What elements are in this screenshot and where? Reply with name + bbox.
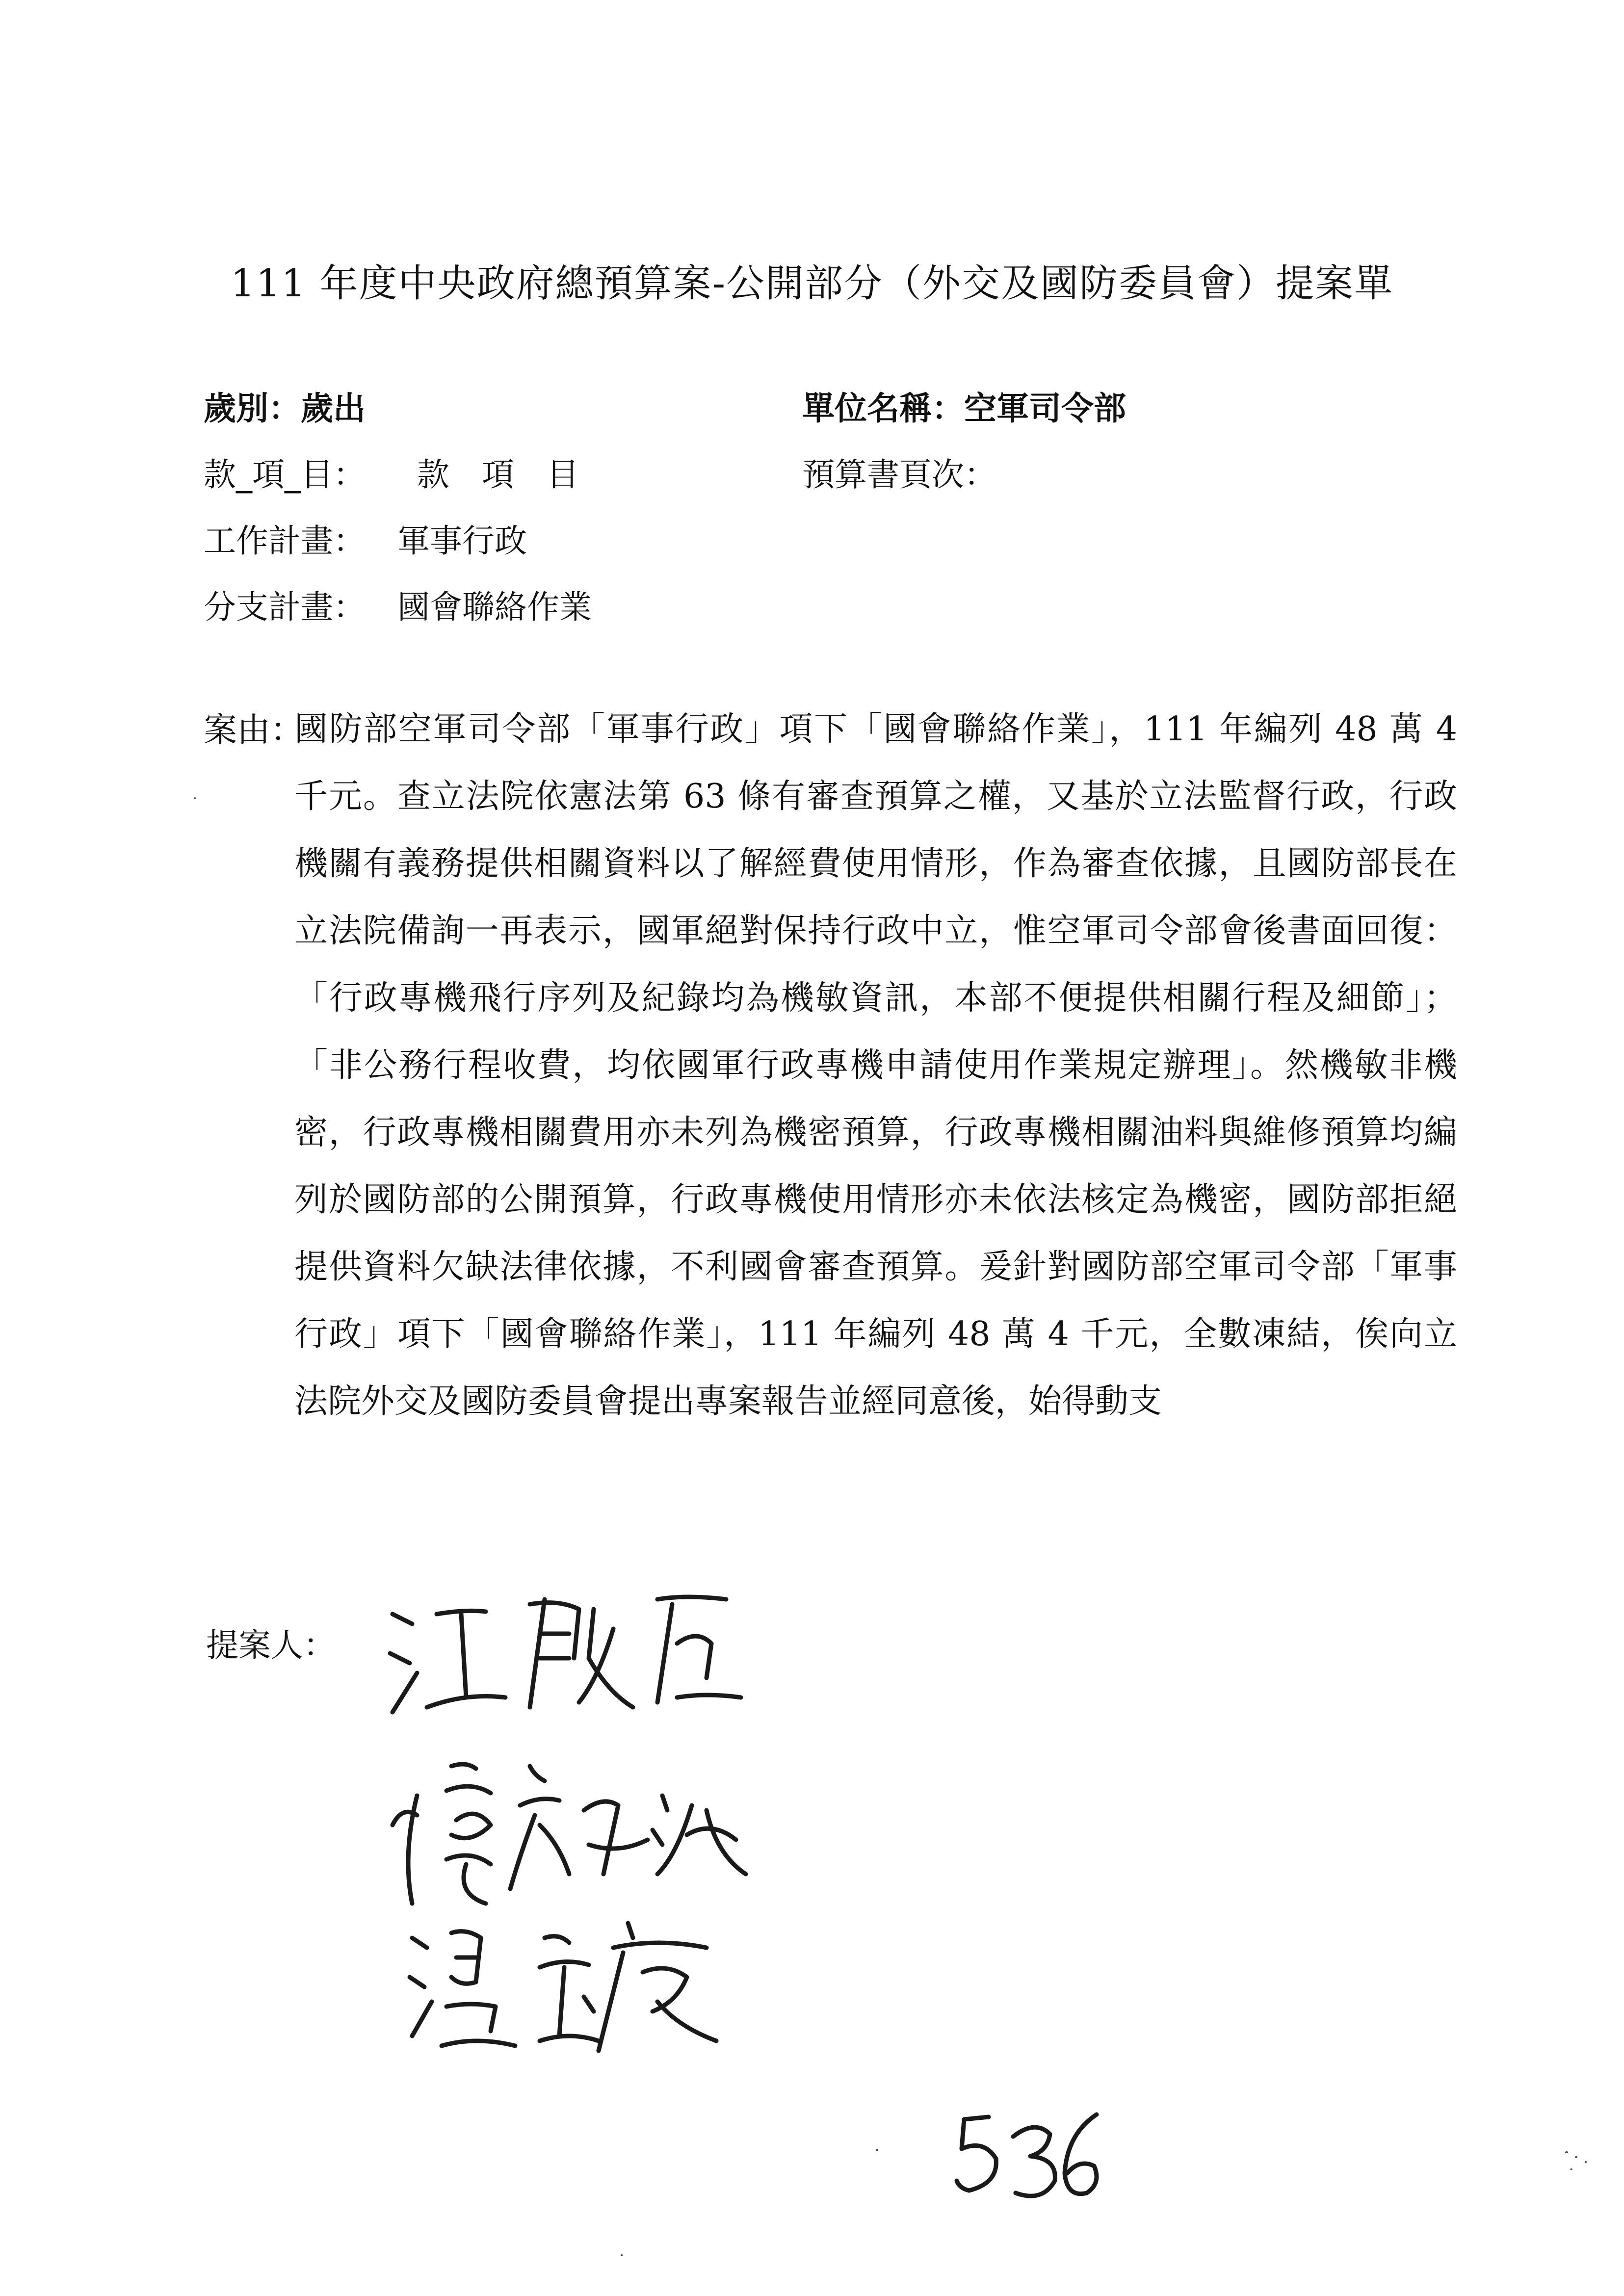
unit-value: 空軍司令部 — [964, 390, 1126, 427]
subplan-label: 分支計畫： — [204, 588, 366, 626]
reason-text: 國防部空軍司令部「軍事行政」項下「國會聯絡作業」，111 年編列 48 萬 4 千元。查立法院依憲法第 63 條有審查預算之權，又基於立法監督行政，行政機關有義務提供相關資料以了解經費使用情形，作為審查依據，且國防部長在立法院備詢一再表示，國軍絕對保持行政中立，惟空軍司令部會後書面回復：「行政專機飛行序列及紀錄均為機敏資訊，本部不便提供相關行程及細節」；「非公務行程收費，均依國軍行政專機申請使用作業規定辦理」。然機敏非機密，行政專機相關費用亦未列為機密預算，行政專機相關油料與維修預算均編列於國防部的公開預算，行政專機使用情形亦未依法核定為機密，國防部拒絕提供資料欠缺法律依據，不利國會審查預算。爰針對國防部空軍司令部「軍事行政」項下「國會聯絡作業」，111 年編列 48 萬 4 千元，全數凍結，俟向立法院外交及國防委員會提出專案報告並經同意後，始得動支 — [294, 710, 1457, 1421]
scan-speck — [1575, 2156, 1577, 2158]
scan-speck — [876, 2149, 878, 2151]
scan-speck — [1565, 2151, 1568, 2153]
unit-field — [802, 392, 1126, 425]
signature-1 — [383, 1570, 756, 1717]
signature-3 — [402, 1904, 756, 2065]
category-label: 歲別： — [204, 390, 301, 427]
scan-speck — [621, 2254, 623, 2256]
budget-page-label: 預算書頁次： — [802, 456, 996, 494]
scan-speck — [194, 797, 196, 799]
scan-speck — [1570, 2168, 1572, 2170]
item-label: 款_項_目： — [204, 456, 366, 494]
category-value: 歲出 — [301, 390, 366, 427]
unit-label: 單位名稱： — [802, 390, 964, 427]
reason-label: 案由： — [204, 711, 304, 750]
plan-label: 工作計畫： — [204, 522, 366, 560]
category-field — [204, 392, 366, 425]
item-value: 款 項 目 — [417, 456, 579, 494]
signature-2 — [373, 1747, 756, 1913]
subplan-value: 國會聯絡作業 — [397, 588, 592, 626]
plan-value: 軍事行政 — [397, 522, 527, 560]
document-title: 111 年度中央政府總預算案-公開部分（外交及國防委員會）提案單 — [230, 261, 1394, 306]
page-number-handwritten — [949, 2105, 1106, 2208]
scan-speck — [1585, 2161, 1587, 2163]
proposer-label: 提案人： — [206, 1626, 336, 1664]
